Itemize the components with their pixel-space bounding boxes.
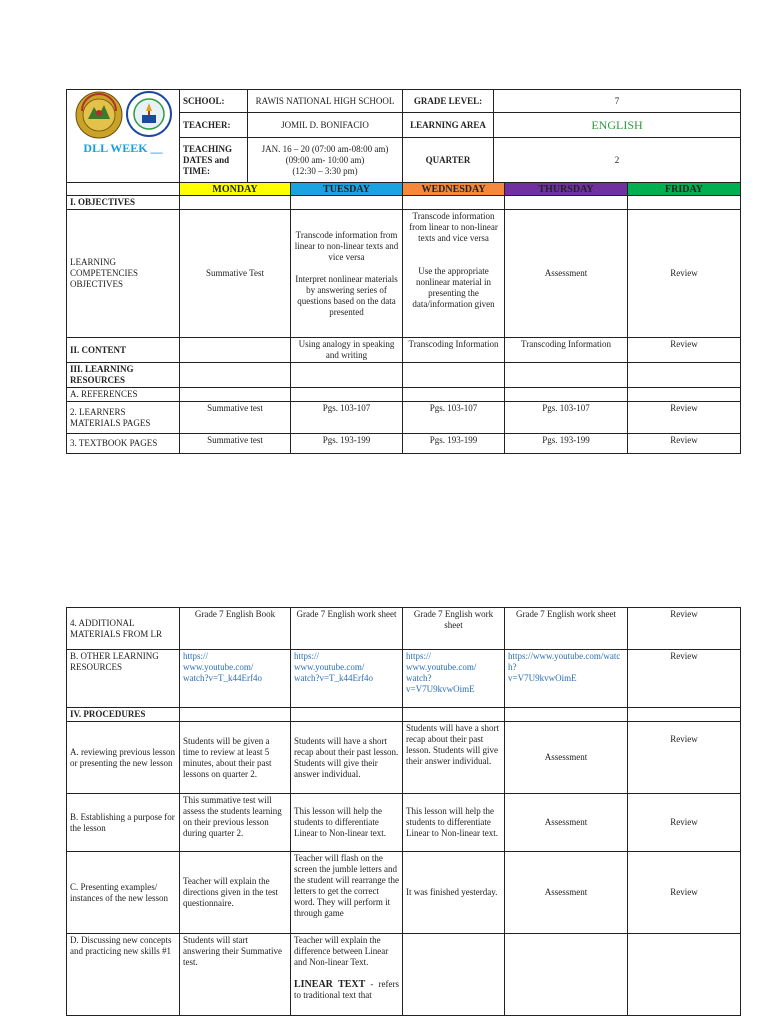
dates-line-2: (09:00 am- 10:00 am): [285, 154, 365, 165]
learners-materials-label: 2. LEARNERS MATERIALS PAGES: [67, 402, 180, 434]
learners-wednesday: Pgs. 103-107: [403, 402, 505, 434]
competency-wed-2: Use the appropriate nonlinear material in presenting the data/information given: [412, 266, 495, 309]
link-wednesday[interactable]: https:// www.youtube.com/ watch? v=V7U9kvwOimE: [403, 650, 505, 708]
competency-wed-1: Transcode information from linear to non-linear texts and vice versa: [409, 211, 498, 243]
seal-logo-icon: [74, 91, 124, 139]
learners-monday: Summative test: [180, 402, 291, 434]
procedure-a-tuesday: Students will have a short recap about their past lesson. Students will give their answer individual.: [291, 722, 403, 794]
competencies-wednesday: [403, 210, 505, 338]
additional-materials-label: 4. ADDITIONAL MATERIALS FROM LR: [67, 608, 180, 650]
day-friday: FRIDAY: [628, 183, 741, 196]
school-logo-icon: [126, 91, 172, 137]
linear-text-definition: - refers to traditional text that: [294, 979, 400, 1000]
procedure-c-wednesday: It was finished yesterday.: [403, 852, 505, 934]
learning-area-value: ENGLISH: [494, 113, 741, 138]
procedure-c-tuesday: Teacher will flash on the screen the jumble letters and the student will rearrange the letters to get the correct word. They will perform it through game: [291, 852, 403, 934]
procedure-d-monday: Students will start answering their Summative test.: [180, 934, 291, 1016]
other-resources-label: B. OTHER LEARNING RESOURCES: [67, 650, 180, 708]
competency-tue-1: Transcode information from linear to non-linear texts and vice versa: [294, 229, 399, 262]
procedures-heading: IV. PROCEDURES: [67, 708, 180, 722]
learners-thursday: Pgs. 103-107: [505, 402, 628, 434]
procedure-d-tuesday: [291, 934, 403, 1016]
competencies-tuesday: [291, 210, 403, 338]
additional-thursday: Grade 7 English work sheet: [505, 608, 628, 650]
competencies-friday: Review: [628, 210, 741, 338]
procedure-a-wednesday: Students will have a short recap about their past lesson. Students will give their answer individual.: [403, 722, 505, 794]
procedure-a-thursday: Assessment: [505, 722, 628, 794]
textbook-wednesday: Pgs. 193-199: [403, 434, 505, 454]
objectives-heading: I. OBJECTIVES: [67, 196, 180, 210]
procedures-table: [66, 607, 741, 1016]
day-header-empty: [67, 183, 180, 196]
link-monday[interactable]: https:// www.youtube.com/ watch?v=T_k44Erf4o: [180, 650, 291, 708]
content-wednesday: Transcoding Information: [403, 338, 505, 363]
resources-heading: III. LEARNING RESOURCES: [67, 363, 180, 388]
additional-tuesday: Grade 7 English work sheet: [291, 608, 403, 650]
procedure-c-friday: Review: [628, 852, 741, 934]
school-name: RAWIS NATIONAL HIGH SCHOOL: [248, 90, 403, 113]
competencies-label: LEARNING COMPETENCIES OBJECTIVES: [67, 210, 180, 338]
learners-tuesday: Pgs. 103-107: [291, 402, 403, 434]
procedure-b-friday: Review: [628, 794, 741, 852]
dates-line-1: JAN. 16 – 20 (07:00 am-08:00 am): [261, 143, 389, 154]
quarter-label: QUARTER: [403, 138, 494, 183]
textbook-pages-label: 3. TEXTBOOK PAGES: [67, 434, 180, 454]
procedure-c-thursday: Assessment: [505, 852, 628, 934]
procedure-b-wednesday: This lesson will help the students to differentiate Linear to Non-linear text.: [403, 794, 505, 852]
day-tuesday: TUESDAY: [291, 183, 403, 196]
textbook-monday: Summative test: [180, 434, 291, 454]
learning-area-label: LEARNING AREA: [403, 113, 494, 138]
linear-text-term: LINEAR TEXT: [294, 979, 366, 990]
content-friday: Review: [628, 338, 741, 363]
objectives-table: [66, 182, 741, 454]
grade-level-value: 7: [494, 90, 741, 113]
references-heading: A. REFERENCES: [67, 388, 180, 402]
dates-line-3: (12:30 – 3:30 pm): [292, 165, 358, 176]
learners-friday: Review: [628, 402, 741, 434]
textbook-friday: Review: [628, 434, 741, 454]
procedure-a-friday: Review: [628, 722, 741, 794]
logo-cell: [67, 90, 180, 183]
content-thursday: Transcoding Information: [505, 338, 628, 363]
procedure-d-tuesday-text: Teacher will explain the difference between Linear and Non-linear Text.: [294, 935, 389, 967]
link-tuesday[interactable]: https:// www.youtube.com/ watch?v=T_k44Erf4o: [291, 650, 403, 708]
other-friday: Review: [628, 650, 741, 708]
competencies-monday: Summative Test: [180, 210, 291, 338]
procedure-b-monday: This summative test will assess the students learning on their previous lesson during quarter 2.: [180, 794, 291, 852]
day-thursday: THURSDAY: [505, 183, 628, 196]
procedure-b-thursday: Assessment: [505, 794, 628, 852]
quarter-value: 2: [494, 138, 741, 183]
additional-friday: Review: [628, 608, 741, 650]
procedure-b-tuesday: This lesson will help the students to differentiate Linear to Non-linear text.: [291, 794, 403, 852]
procedure-c-monday: Teacher will explain the directions given in the test questionnaire.: [180, 852, 291, 934]
content-tuesday: Using analogy in speaking and writing: [291, 338, 403, 363]
link-thursday[interactable]: https://www.youtube.com/watch? v=V7U9kvwOimE: [505, 650, 628, 708]
school-label: SCHOOL:: [180, 90, 248, 113]
content-heading: II. CONTENT: [67, 338, 180, 363]
day-monday: MONDAY: [180, 183, 291, 196]
textbook-thursday: Pgs. 193-199: [505, 434, 628, 454]
grade-level-label: GRADE LEVEL:: [403, 90, 494, 113]
teaching-dates-value: [248, 138, 403, 183]
day-wednesday: WEDNESDAY: [403, 183, 505, 196]
procedure-a-label: A. reviewing previous lesson or presenting the new lesson: [67, 722, 180, 794]
dll-header-table: [66, 89, 741, 183]
competency-tue-2: Interpret nonlinear materials by answering series of questions based on the data presented: [295, 273, 398, 317]
teaching-dates-label: TEACHING DATES and TIME:: [180, 138, 248, 183]
teacher-name: JOMIL D. BONIFACIO: [248, 113, 403, 138]
additional-wednesday: Grade 7 English work sheet: [403, 608, 505, 650]
teacher-label: TEACHER:: [180, 113, 248, 138]
procedure-b-label: B. Establishing a purpose for the lesson: [67, 794, 180, 852]
procedure-d-label: D. Discussing new concepts and practicing new skills #1: [67, 934, 180, 1016]
procedure-c-label: C. Presenting examples/ instances of the new lesson: [67, 852, 180, 934]
textbook-tuesday: Pgs. 193-199: [291, 434, 403, 454]
competencies-thursday: Assessment: [505, 210, 628, 338]
procedure-a-monday: Students will be given a time to review at least 5 minutes, about their past lessons on quarter 2.: [180, 722, 291, 794]
additional-monday: Grade 7 English Book: [180, 608, 291, 650]
dll-week-label: DLL WEEK __: [83, 141, 163, 155]
